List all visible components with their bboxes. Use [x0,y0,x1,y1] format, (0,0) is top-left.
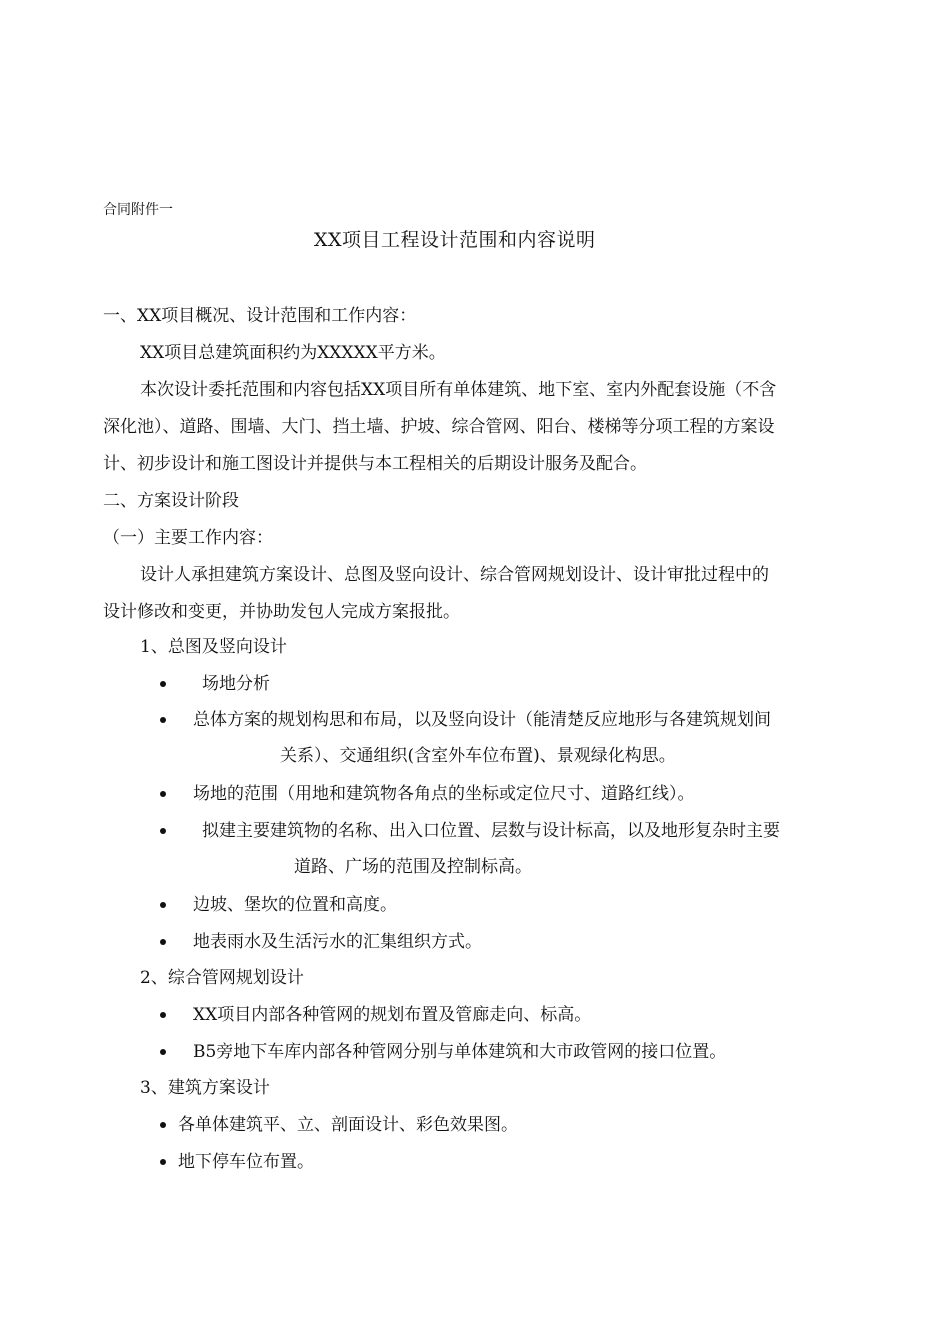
bullet-icon [160,1049,166,1055]
bullet-icon [160,1012,166,1018]
item2-bullet-1: XX项目内部各种管网的规划布置及管廊走向、标高。 [193,1005,592,1025]
document-title: XX项目工程设计范围和内容说明 [314,229,596,251]
item1-bullet-6: 地表雨水及生活污水的汇集组织方式。 [193,932,482,952]
bullet-icon [160,902,166,908]
bullet-icon [160,828,166,834]
item1-bullet-4: 拟建主要建筑物的名称、出入口位置、层数与设计标高，以及地形复杂时主要 [202,821,780,841]
item1-bullet-4-cont: 道路、广场的范围及控制标高。 [294,857,532,877]
bullet-icon [160,791,166,797]
item3-bullet-1: 各单体建筑平、立、剖面设计、彩色效果图。 [178,1115,518,1135]
intro-line-2: 设计修改和变更，并协助发包人完成方案报批。 [103,602,460,622]
item1-bullet-1: 场地分析 [202,674,270,694]
scope-line-2: 深化池）、道路、围墙、大门、挡土墙、护坡、综合管网、阳台、楼梯等分项工程的方案设 [103,417,775,437]
scope-line-3: 计、初步设计和施工图设计并提供与本工程相关的后期设计服务及配合。 [103,454,647,474]
scope-line-1: 本次设计委托范围和内容包括XX项目所有单体建筑、地下室、室内外配套设施（不含 [140,380,777,400]
item2-heading: 2、综合管网规划设计 [140,968,304,988]
bullet-icon [160,717,166,723]
sub1-heading: （一）主要工作内容： [103,528,273,548]
item1-bullet-2-cont: 关系）、交通组织(含室外车位布置)、景观绿化构思。 [280,746,676,766]
item3-heading: 3、建筑方案设计 [140,1078,270,1098]
bullet-icon [160,1122,166,1128]
section1-heading: 一、XX项目概况、设计范围和工作内容： [103,306,417,326]
bullet-icon [160,681,166,687]
item3-bullet-2: 地下停车位布置。 [178,1152,314,1172]
item1-bullet-3: 场地的范围（用地和建筑物各角点的坐标或定位尺寸、道路红线）。 [193,784,695,804]
bullet-icon [160,1159,166,1165]
item1-bullet-5: 边坡、堡坎的位置和高度。 [193,895,397,915]
bullet-icon [160,939,166,945]
annex-label: 合同附件一 [103,202,173,218]
item1-heading: 1、总图及竖向设计 [140,637,287,657]
intro-line-1: 设计人承担建筑方案设计、总图及竖向设计、综合管网规划设计、设计审批过程中的 [140,565,769,585]
item2-bullet-2: B5旁地下车库内部各种管网分别与单体建筑和大市政管网的接口位置。 [193,1042,727,1062]
area-line: XX项目总建筑面积约为XXXXX平方米。 [140,343,446,363]
section2-heading: 二、方案设计阶段 [103,491,239,511]
item1-bullet-2: 总体方案的规划构思和布局，以及竖向设计（能清楚反应地形与各建筑规划间 [193,710,771,730]
